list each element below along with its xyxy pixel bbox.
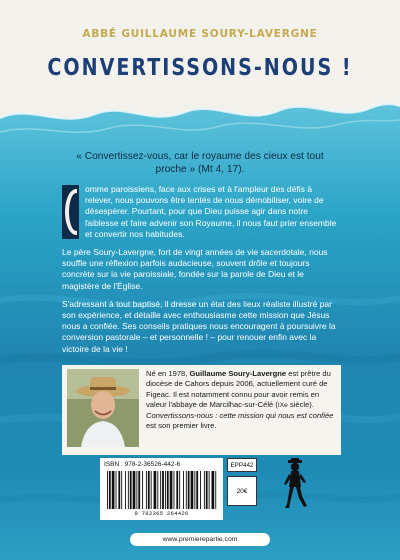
barcode-bar [146,471,147,509]
barcode-bar [174,471,175,509]
barcode-bar [183,471,184,509]
blurb-paragraph-3: S'adressant à tout baptisé, il dresse un état des lieux réaliste illustré par son expérience, et détaille avec enthousiasme cette mission que Jésus nous a confiée. Ses conseils pratiques nous encouragent à poursuivre la conversion pastorale – et personnelle ! – pour renouer enfin avec la victoire de la vie ! [62,298,336,354]
epigraph-quote: « Convertissez-vous, car le royaume des cieux est tout proche » (Mt 4, 17). [76,151,324,176]
barcode-bar [160,471,161,509]
barcode-bar [107,471,108,509]
product-code: EPP442 [227,458,257,472]
author-photo [67,369,139,447]
bio-part-2: est prêtre du diocèse de Cahors depuis 2006, actuellement curé de Figeac. Il est notamment connu pour avoir remis en valeur l'abbaye de Marcilhac-sur-Célé ( [146,369,331,409]
barcode-bar [154,471,157,509]
barcode-bar [186,471,187,509]
barcode-bar [133,471,136,509]
author-name: ABBÉ GUILLAUME SOURY-LAVERGNE [82,28,318,40]
barcode-bar [170,471,173,509]
barcode-bar [162,471,164,509]
publisher-logo-icon [282,458,308,510]
barcode-bar [179,471,180,509]
barcode-bar [121,471,122,509]
barcode-bar [118,471,120,509]
author-bio-box [62,365,341,455]
book-title: CONVERTISSONS-NOUS ! [47,55,353,81]
barcode-bar [215,471,216,509]
blurb-paragraph-1-text: omme paroissiens, face aux crises et à l'ampleur des défis à relever, nous pouvons être tentés de nous démobiliser, voire de désespérer. Pourtant, pour que Dieu puisse agir dans notre faiblesse et faire advenir son Royaume, il nous faut prier ensemble et convertir nos habitudes. [85,184,337,239]
barcode-digits: 9 782365 264426 [134,510,189,517]
barcode [106,471,217,509]
barcode-bar [194,471,195,509]
barcode-bar [191,471,194,509]
barcode-bar [148,471,150,509]
barcode-bar [109,471,111,509]
bio-book-title: Convertissons-nous : cette mission qui nous est confiée [146,411,334,421]
barcode-bar [151,471,152,509]
price: 20€ [227,476,257,506]
barcode-bar [212,471,215,509]
barcode-bar [196,471,198,509]
blurb-paragraph-2: Le père Soury-Lavergne, fort de vingt années de vie sacerdotale, nous souffle une réflexion parfois audacieuse, souvent drôle et toujours concrète sur la vie paroissiale, fondée sur la parole de Dieu et le magistère de l'Église. [62,247,328,291]
barcode-bar [176,471,178,509]
barcode-bar [125,471,126,509]
barcode-bar [128,471,129,509]
barcode-bar [188,471,190,509]
bio-author-name: Guillaume Soury-Lavergne [189,369,287,378]
barcode-bar [165,471,166,509]
barcode-bar [136,471,137,509]
barcode-bar [112,471,115,509]
drop-cap-c [62,185,79,239]
barcode-bar [130,471,132,509]
publisher-website-link[interactable]: www.premierepartie.com [130,533,270,546]
barcode-bar [167,471,169,509]
author-bio-text [146,369,336,432]
barcode-bar [138,471,140,509]
barcode-bar [200,471,201,509]
blurb-text [62,184,340,362]
bio-part-1: Né en 1978, [146,369,190,378]
isbn-text: ISBN : 978-2-36526-442-6 [104,461,181,468]
blurb-paragraph-1 [62,184,340,240]
barcode-bar [204,471,205,509]
bio-part-3: siècle). [287,399,314,409]
barcode-bar [209,471,210,509]
barcode-bar [157,471,158,509]
bio-part-4: est son premier livre. [146,421,217,431]
barcode-bar [116,471,117,509]
barcode-bar [142,471,143,509]
barcode-bar [206,471,208,509]
bio-century: IXe [277,401,288,409]
